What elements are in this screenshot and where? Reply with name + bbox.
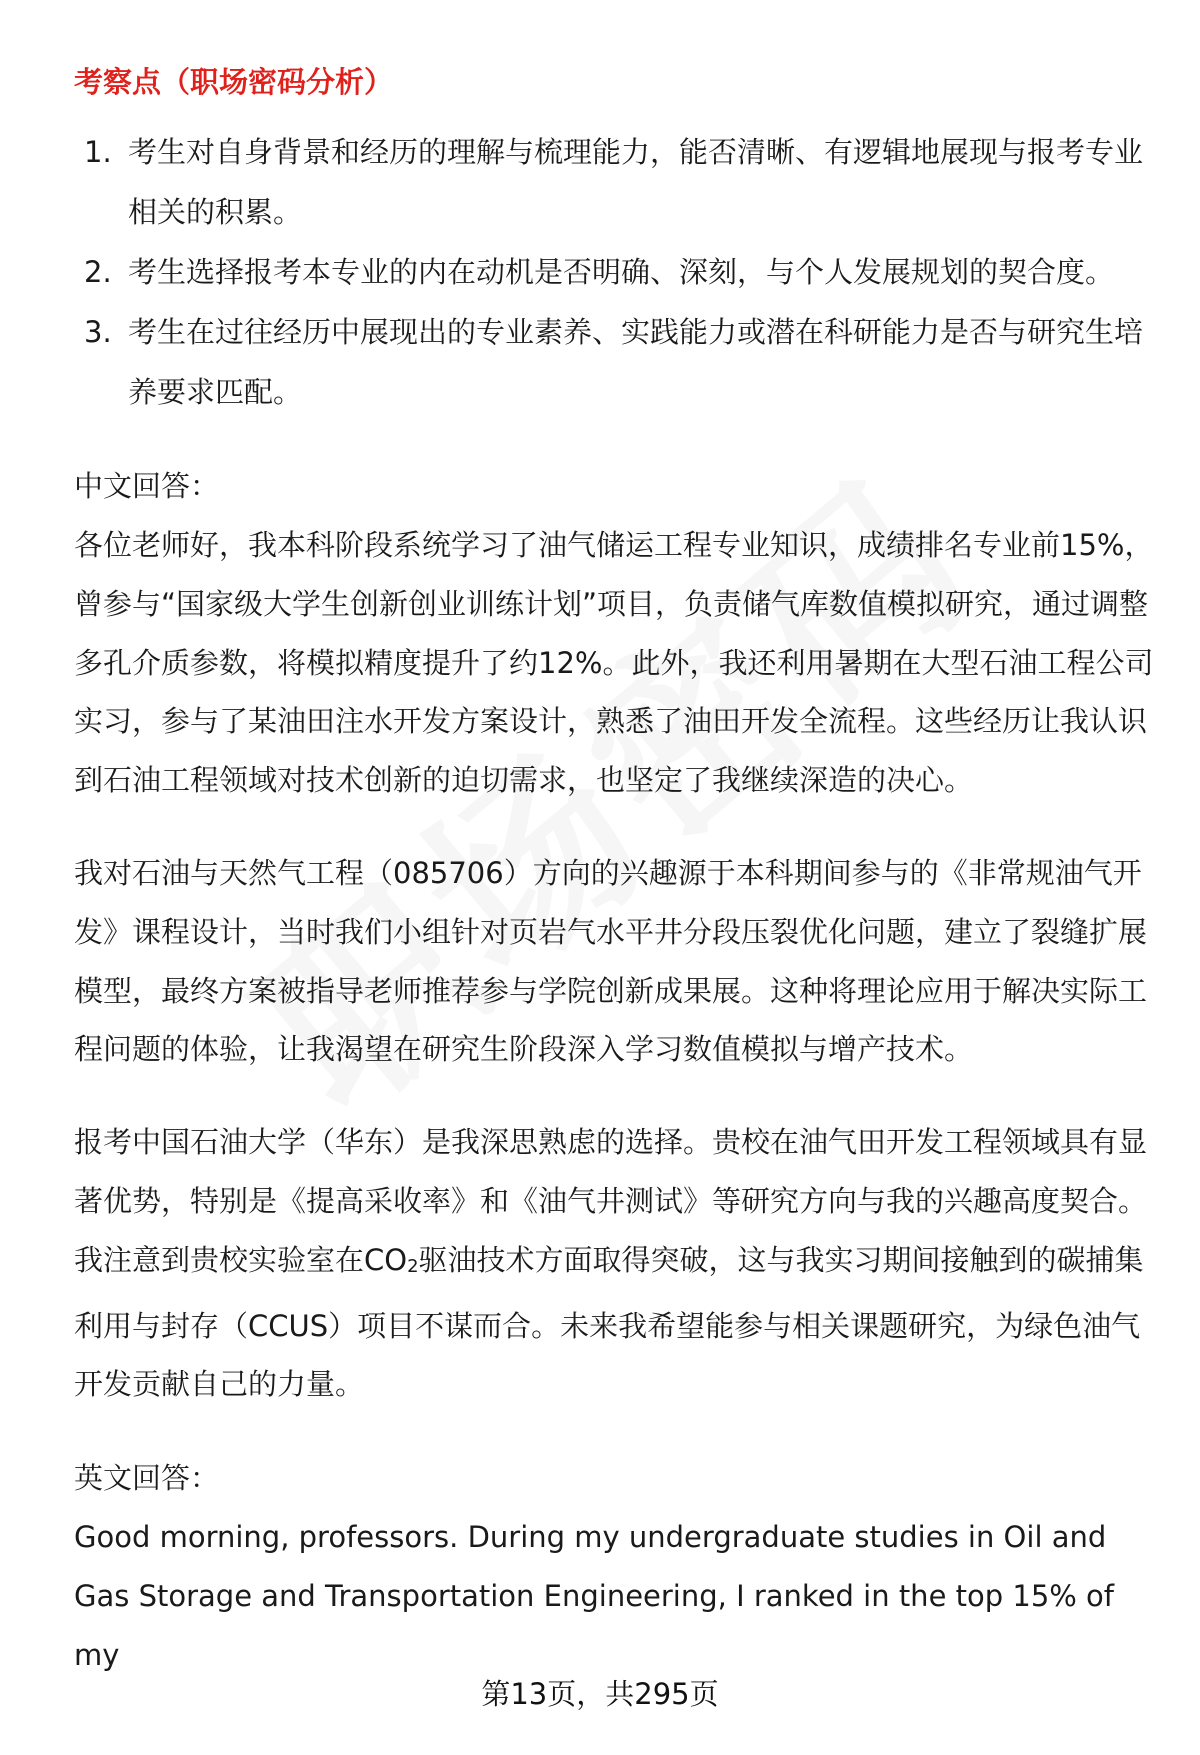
list-item (74, 302, 1154, 422)
english-answer-text: Good morning, professors. During my undergraduate studies in Oil and Gas Storage and Transportation Engineering, I ranked in the top 15% of my (74, 1520, 1114, 1672)
chinese-paragraph-1: 各位老师好，我本科阶段系统学习了油气储运工程专业知识，成绩排名专业前15%，曾参与“国家级大学生创新创业训练计划”项目，负责储气库数值模拟研究，通过调整多孔介质参数，将模拟精度提升了约12%。此外，我还利用暑期在大型石油工程公司实习，参与了某油田注水开发方案设计，熟悉了油田开发全流程。这些经历让我认识到石油工程领域对技术创新的迫切需求，也坚定了我继续深造的决心。 (74, 528, 1154, 798)
list-item-text: 考生对自身背景和经历的理解与梳理能力，能否清晰、有逻辑地展现与报考专业相关的积累。 (128, 135, 1144, 229)
english-answer-label: 英文回答： (74, 1461, 220, 1496)
list-item-number: 1. (84, 135, 112, 169)
co2-subscript: 2 (407, 1255, 419, 1277)
chinese-paragraph-3 (74, 1113, 1154, 1414)
list-item-text: 考生在过往经历中展现出的专业素养、实践能力或潜在科研能力是否与研究生培养要求匹配。 (128, 315, 1144, 409)
chinese-answer-label: 中文回答： (74, 469, 220, 503)
page-number-footer: 第13页，共295页 (481, 1677, 719, 1711)
list-item-text: 考生选择报考本专业的内在动机是否明确、深刻，与个人发展规划的契合度。 (128, 255, 1115, 289)
list-item-number: 3. (84, 315, 112, 349)
section-title: 考察点（职场密码分析） (74, 65, 394, 99)
list-item-number: 2. (84, 255, 112, 289)
list-item (74, 242, 1154, 302)
page-content (74, 52, 1154, 1685)
assessment-points-list (74, 122, 1154, 422)
chinese-paragraph-3-part-b: 驱油技术方面取得突破，这与我实习期间接触到的碳捕集利用与封存（CCUS）项目不谋而合。未来我希望能参与相关课题研究，为绿色油气开发贡献自己的力量。 (74, 1242, 1144, 1402)
chinese-paragraph-2: 我对石油与天然气工程（085706）方向的兴趣源于本科期间参与的《非常规油气开发》课程设计，当时我们小组针对页岩气水平井分段压裂优化问题，建立了裂缝扩展模型，最终方案被指导老师推荐参与学院创新成果展。这种将理论应用于解决实际工程问题的体验，让我渴望在研究生阶段深入学习数值模拟与增产技术。 (74, 855, 1148, 1067)
chinese-paragraph-3-part-a: 报考中国石油大学（华东）是我深思熟虑的选择。贵校在油气田开发工程领域具有显著优势，特别是《提高采收率》和《油气井测试》等研究方向与我的兴趣高度契合。我注意到贵校实验室在CO (74, 1125, 1148, 1277)
list-item (74, 122, 1154, 242)
